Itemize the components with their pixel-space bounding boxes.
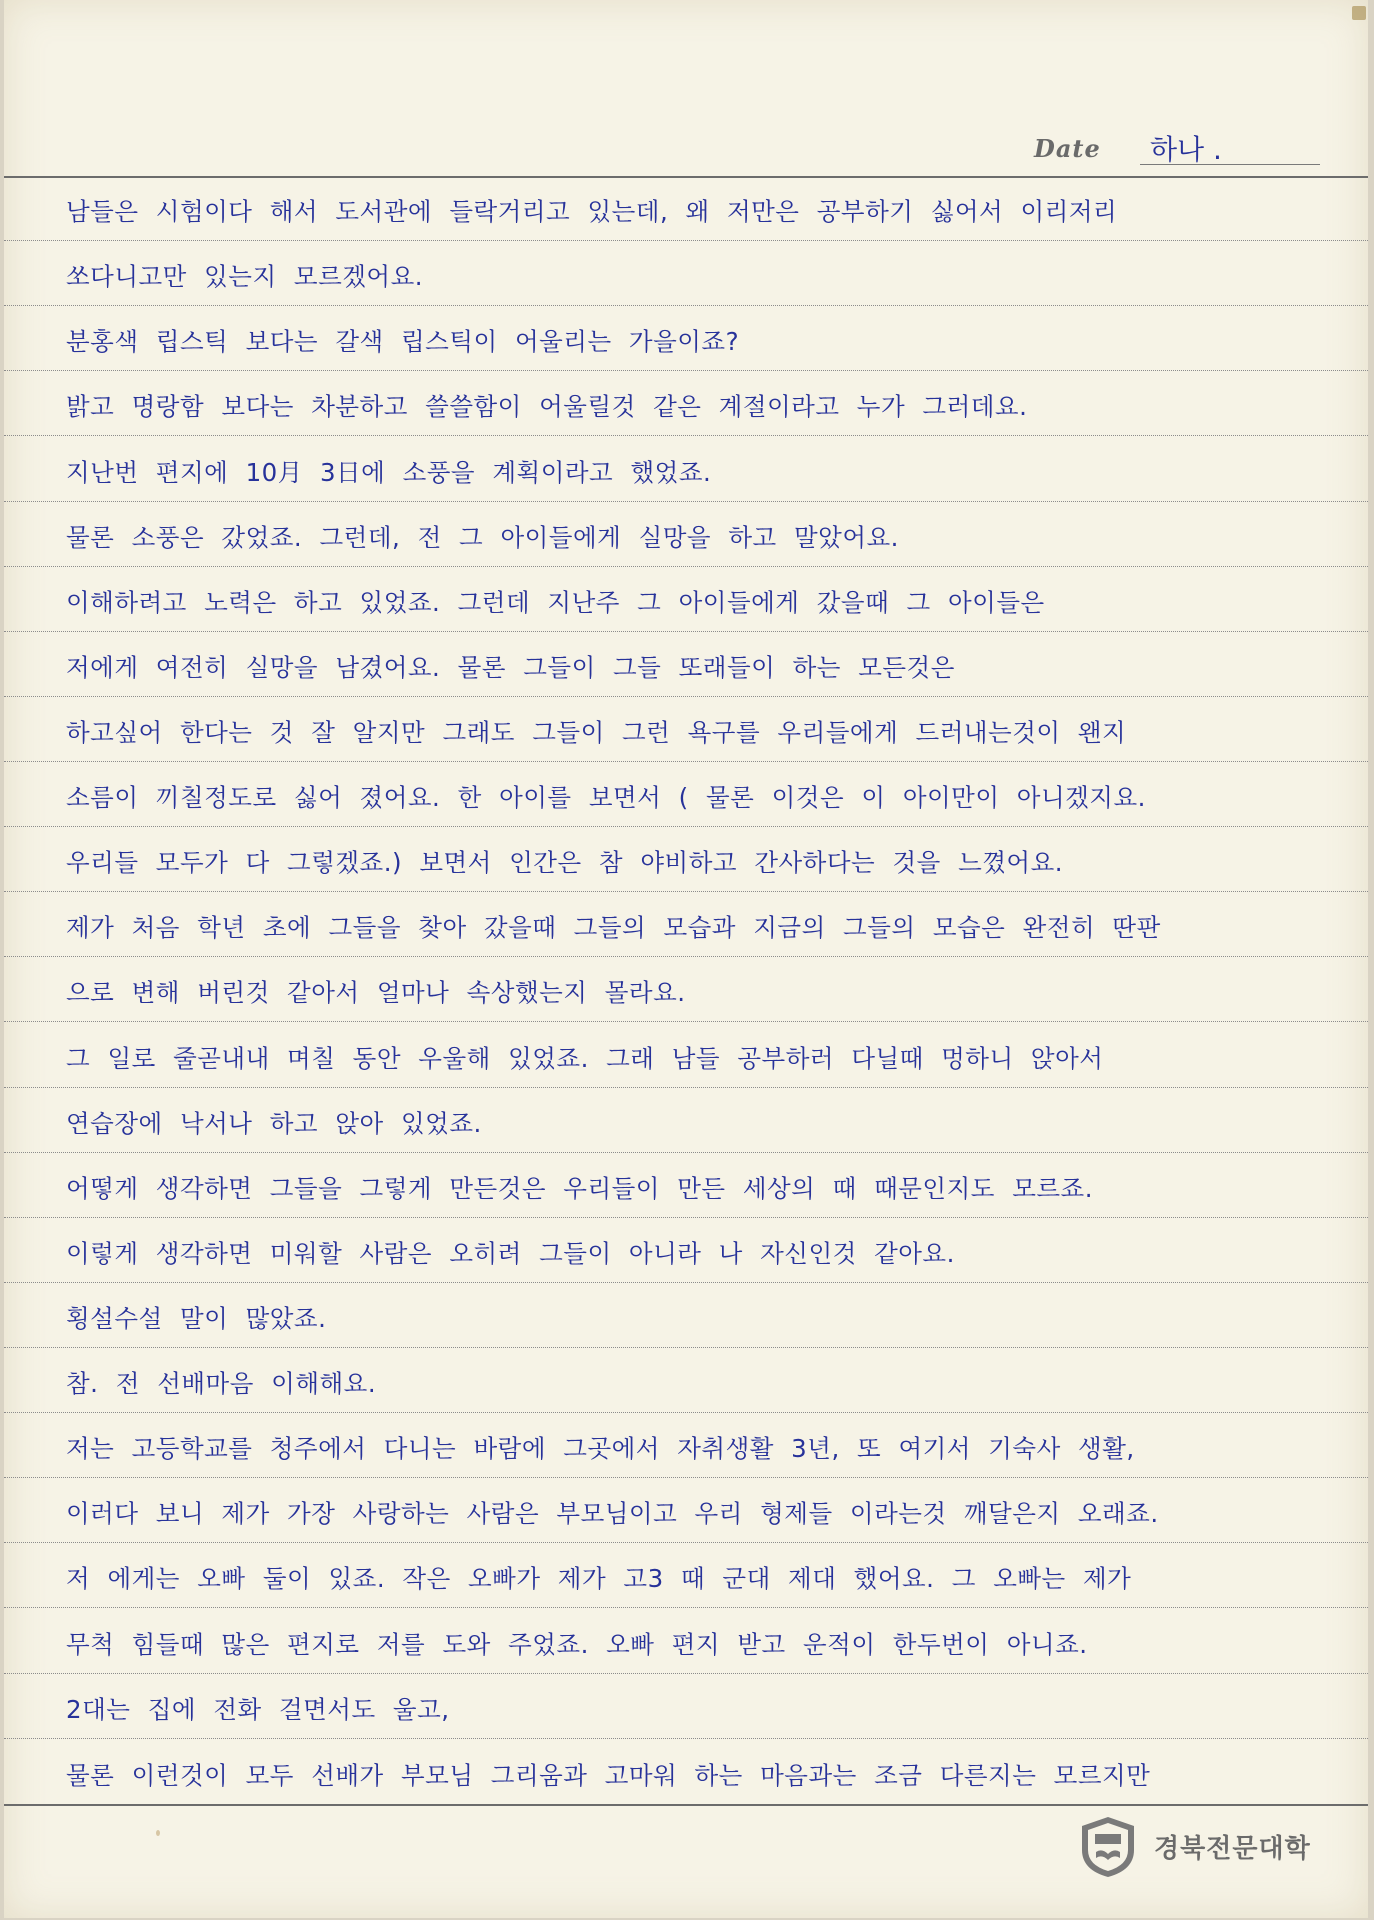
letter-line <box>4 1218 1368 1283</box>
letter-paper <box>4 0 1368 1918</box>
letter-line-text: 물론 소풍은 갔었죠. 그런데, 전 그 아이들에게 실망을 하고 말았어요. <box>66 522 899 552</box>
date-field <box>1034 128 1324 168</box>
letter-line-text: 무척 힘들때 많은 편지로 저를 도와 주었죠. 오빠 편지 받고 운적이 한두번이 아니죠. <box>66 1629 1088 1659</box>
letter-line <box>4 1022 1368 1087</box>
letter-line <box>4 827 1368 892</box>
letter-line-text: 2대는 집에 전화 걸면서도 울고, <box>66 1694 450 1724</box>
paper-speck <box>156 1830 160 1836</box>
letter-line <box>4 1543 1368 1608</box>
letter-line-text: 이해하려고 노력은 하고 있었죠. 그런데 지난주 그 아이들에게 갔을때 그 아이들은 <box>66 587 1045 617</box>
letter-line <box>4 1153 1368 1218</box>
date-label: Date <box>1034 134 1101 163</box>
letter-line-text: 물론 이런것이 모두 선배가 부모님 그리움과 고마워 하는 마음과는 조금 다른지는 모르지만 <box>66 1760 1151 1790</box>
letter-line <box>4 1674 1368 1739</box>
letter-line <box>4 502 1368 567</box>
letter-line <box>4 1088 1368 1153</box>
letter-line <box>4 1739 1368 1804</box>
letter-line <box>4 1608 1368 1673</box>
letter-line-text: 남들은 시험이다 해서 도서관에 들락거리고 있는데, 왜 저만은 공부하기 싫어서 이리저리 <box>66 197 1118 227</box>
letter-line <box>4 1283 1368 1348</box>
letter-line <box>4 1348 1368 1413</box>
letter-line <box>4 436 1368 501</box>
letter-line-text: 제가 처음 학년 초에 그들을 찾아 갔을때 그들의 모습과 지금의 그들의 모습은 완전히 딴판 <box>66 913 1161 943</box>
letter-line-text: 저에게 여전히 실망을 남겼어요. 물론 그들이 그들 또래들이 하는 모든것은 <box>66 652 955 682</box>
letter-line-text: 이렇게 생각하면 미워할 사람은 오히려 그들이 아니라 나 자신인것 같아요. <box>66 1238 955 1268</box>
letter-line <box>4 567 1368 632</box>
letter-line-text: 하고싶어 한다는 것 잘 알지만 그래도 그들이 그런 욕구를 우리들에게 드러내는것이 왠지 <box>66 717 1127 747</box>
letter-line-text: 지난번 편지에 10月 3日에 소풍을 계획이라고 했었죠. <box>66 457 712 487</box>
letter-line <box>4 1478 1368 1543</box>
letter-line-text: 저는 고등학교를 청주에서 다니는 바람에 그곳에서 자취생활 3년, 또 여기서 기숙사 생활, <box>66 1434 1135 1464</box>
university-emblem-icon <box>1078 1814 1138 1880</box>
letter-line <box>4 1413 1368 1478</box>
letter-line-text: 소름이 끼칠정도로 싫어 졌어요. 한 아이를 보면서 ( 물론 이것은 이 아이만이 아니겠지요. <box>66 783 1146 813</box>
letter-line <box>4 241 1368 306</box>
letter-line <box>4 306 1368 371</box>
letter-line-text: 우리들 모두가 다 그렇겠죠.) 보면서 인간은 참 야비하고 간사하다는 것을 느꼈어요. <box>66 848 1064 878</box>
letter-line-text: 연습장에 낙서나 하고 앉아 있었죠. <box>66 1108 482 1138</box>
date-value: 하나 . <box>1150 133 1222 166</box>
bottom-rule <box>4 1804 1368 1806</box>
letter-line-text: 횡설수설 말이 많았죠. <box>66 1303 327 1333</box>
letter-line <box>4 697 1368 762</box>
institution-name: 경북전문대학 <box>1154 1834 1311 1864</box>
letter-line-text: 참. 전 선배마음 이해해요. <box>66 1369 377 1399</box>
letter-line-text: 그 일로 줄곧내내 며칠 동안 우울해 있었죠. 그래 남들 공부하러 다닐때 멍하니 앉아서 <box>66 1043 1104 1073</box>
letter-line-text: 으로 변해 버린것 같아서 얼마나 속상했는지 몰라요. <box>66 978 686 1008</box>
letter-line <box>4 371 1368 436</box>
letter-line-text: 밝고 명랑함 보다는 차분하고 쓸쓸함이 어울릴것 같은 계절이라고 누가 그러데요. <box>66 392 1028 422</box>
letter-line-text: 쏘다니고만 있는지 모르겠어요. <box>66 262 424 292</box>
letter-line-text: 저 에게는 오빠 둘이 있죠. 작은 오빠가 제가 고3 때 군대 제대 했어요. 그 오빠는 제가 <box>66 1564 1132 1594</box>
letter-line <box>4 632 1368 697</box>
letter-line-text: 이러다 보니 제가 가장 사랑하는 사람은 부모님이고 우리 형제들 이라는것 깨달은지 오래죠. <box>66 1499 1159 1529</box>
date-underline <box>1140 164 1320 165</box>
letter-body <box>4 176 1368 1804</box>
letter-line-text: 어떻게 생각하면 그들을 그렇게 만든것은 우리들이 만든 세상의 때 때문인지도 모르죠. <box>66 1173 1094 1203</box>
letter-line <box>4 892 1368 957</box>
letter-line-text: 분홍색 립스틱 보다는 갈색 립스틱이 어울리는 가을이죠? <box>66 327 740 357</box>
letter-line <box>4 176 1368 241</box>
letter-line <box>4 957 1368 1022</box>
corner-tab-mark <box>1352 6 1366 20</box>
letter-line <box>4 762 1368 827</box>
